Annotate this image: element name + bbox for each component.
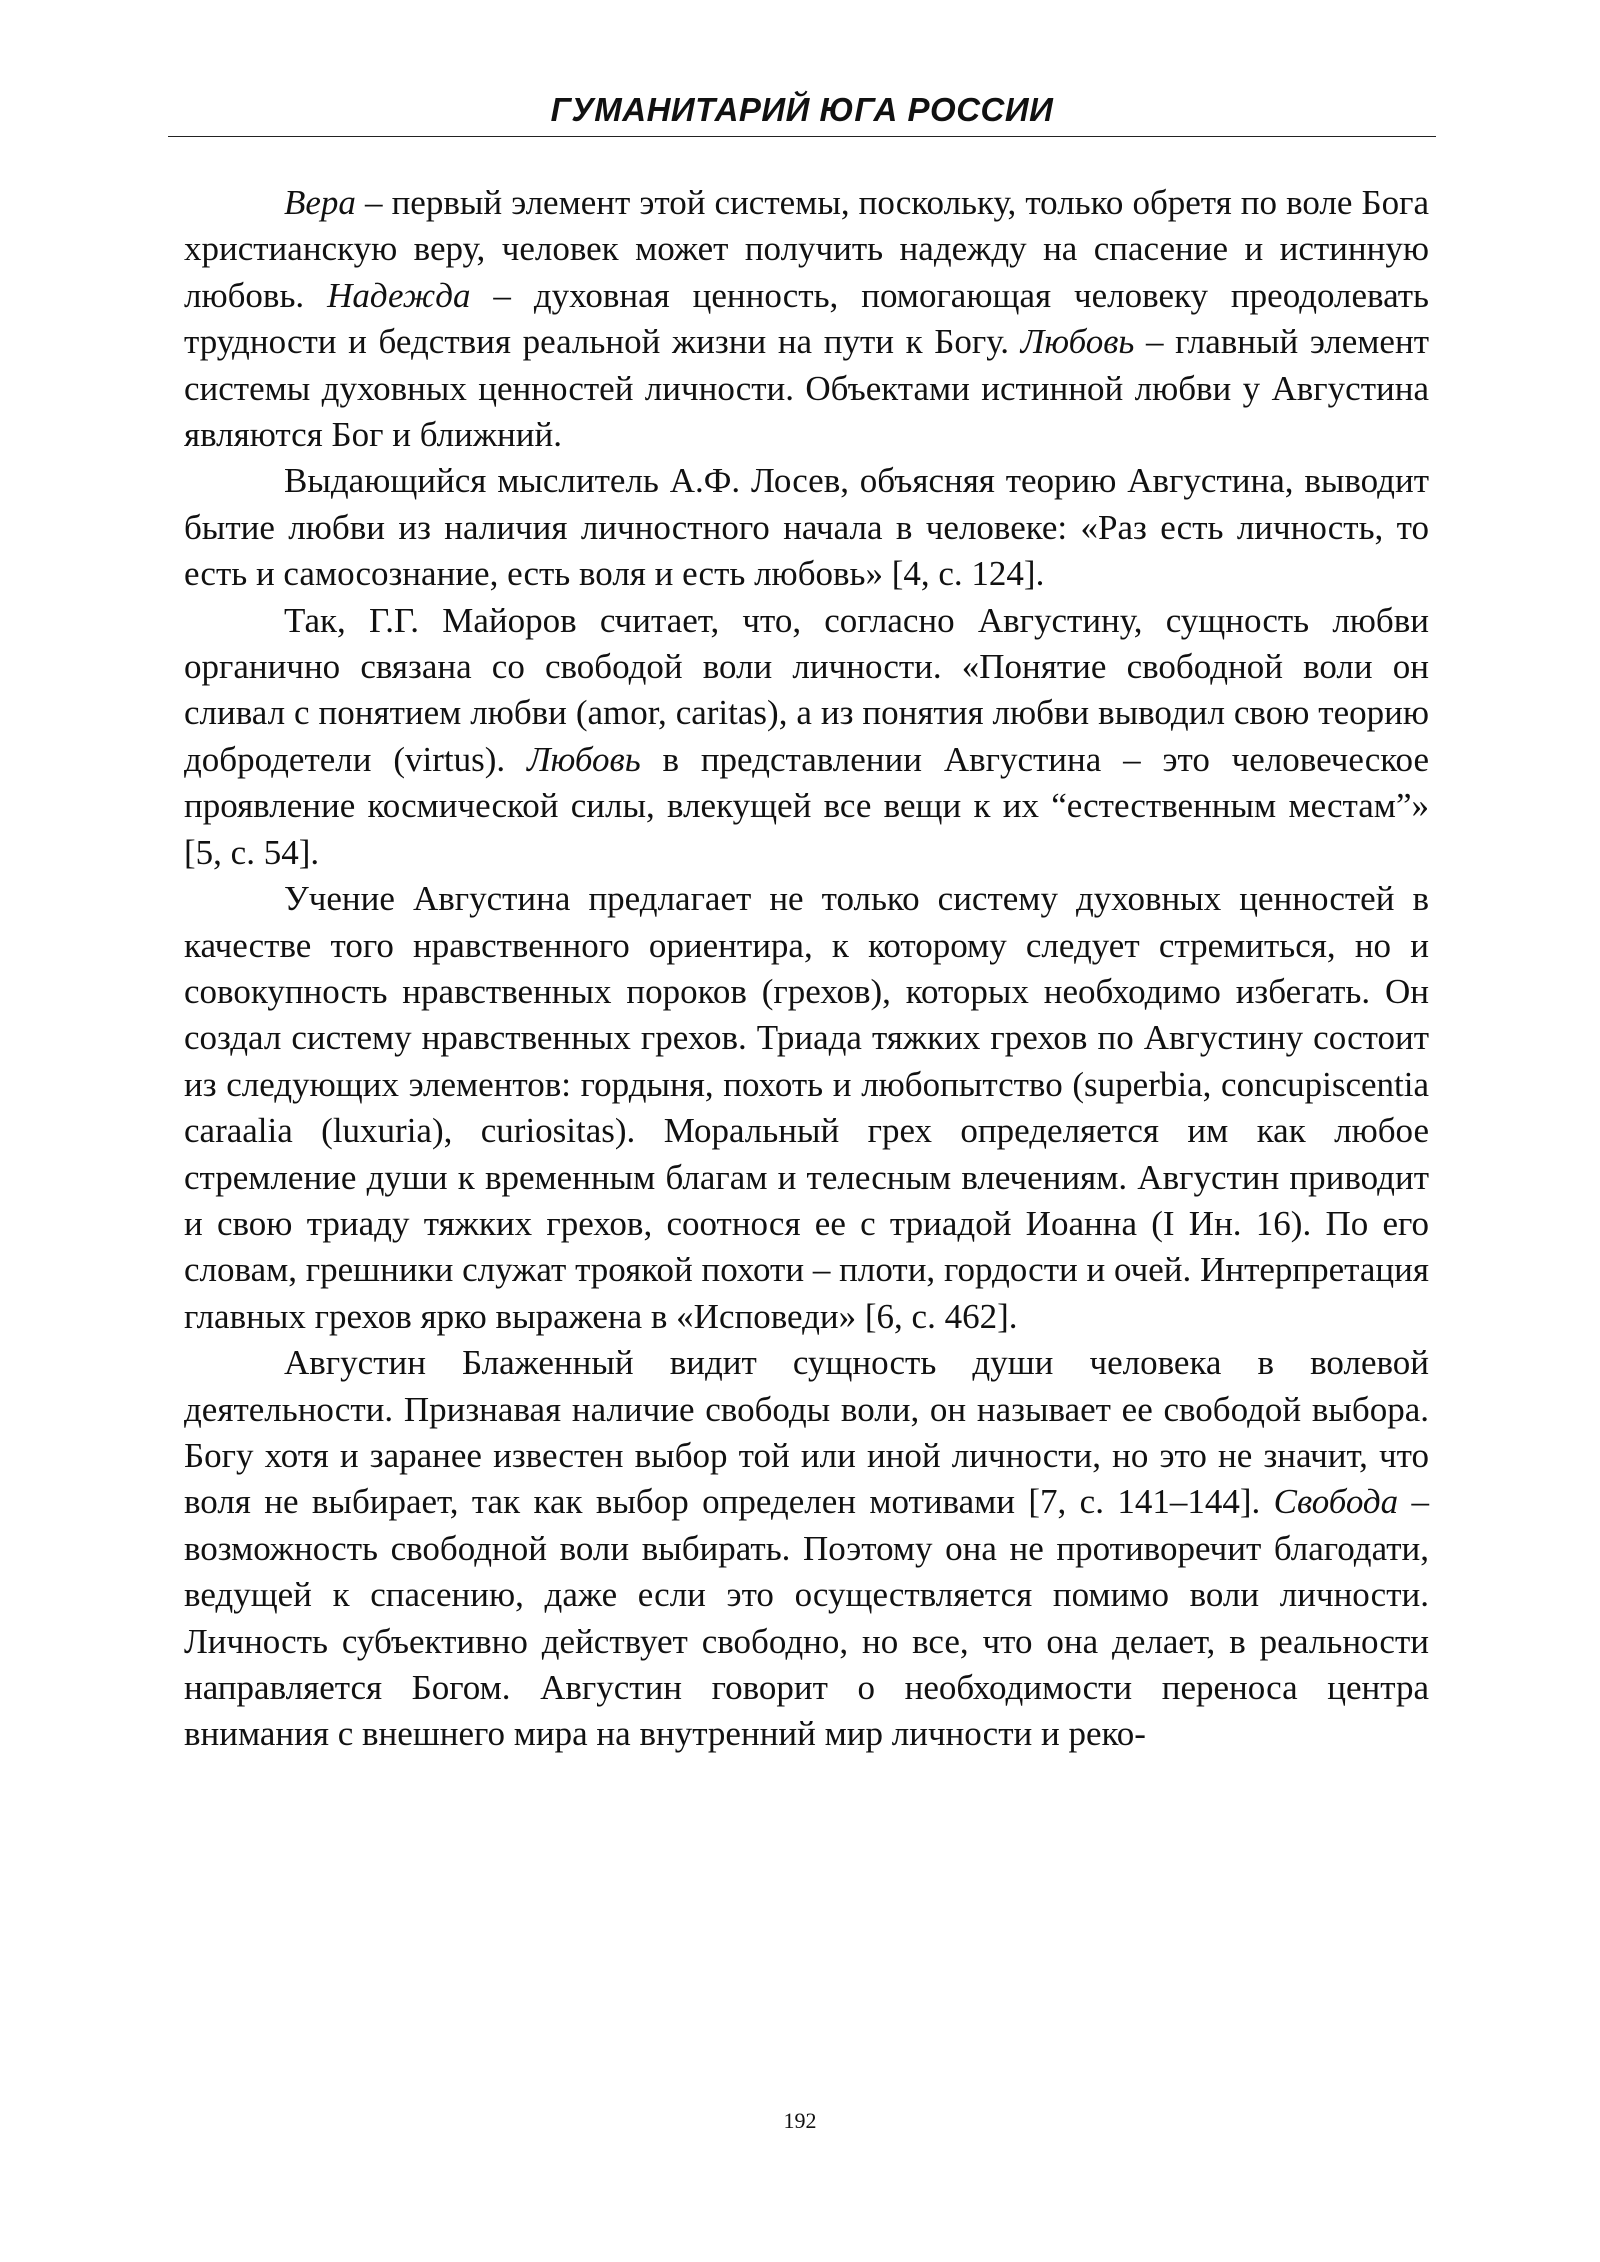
article-body [184,180,1429,1758]
header-rule [168,136,1436,137]
running-title: ГУМАНИТАРИЙ ЮГА РОССИИ [550,91,1054,128]
paragraph [184,1340,1429,1758]
text-run: в представлении Августина – это человеческое проявление космической силы, влекущей все вещи к их “естественным местам”» [5, с. 54]. [184,739,1429,872]
text-run: Так, Г.Г. Майоров считает, что, согласно Августину, сущность любви органично связана со свободой воли личности. «Понятие свободной воли он сливал с понятием любви (amor, caritas), а из понятия любви выводил свою теорию добродетели (virtus). [184,600,1429,779]
text-run: – первый элемент этой системы, поскольку, только обретя по воле Бога христианскую веру, человек может получить надежду на спасение и истинную любовь. [184,183,1429,315]
text-run: – возможность свободной воли выбирать. Поэтому она не противоречит благодати, ведущей к спасению, даже если это осуществляется помимо воли личности. Личность субъективно действует свободно, но все, что она делает, в реальности направляется Богом. Августин говорит о необходимости переноса центра внимания с внешнего мира на внутренний мир личности и реко- [184,1482,1429,1754]
text-run: – главный элемент системы духовных ценностей личности. Объектами истинной любви у Августина являются Бог и ближний. [184,322,1429,455]
paragraph [184,180,1429,458]
italic-term: Вера [284,183,356,222]
text-run: – духовная ценность, помогающая человеку преодолевать трудности и бедствия реальной жизни на пути к Богу. [184,275,1429,362]
italic-term: Любовь [1020,322,1135,362]
page-number: 192 [783,2108,817,2133]
paragraph [184,876,1429,1340]
italic-term: Свобода [1273,1482,1399,1522]
text-run: Учение Августина предлагает не только систему духовных ценностей в качестве того нравственного ориентира, к которому следует стремиться, но и совокупность нравственных пороков (грехов), которых необходимо избегать. Он создал систему нравственных грехов. Триада тяжких грехов по Августину состоит из следующих элементов: гордыня, похоть и любопытство (superbia, concupiscentia caraalia (luxuria), curiositas). Моральный грех определяется им как любое стремление души к временным благам и телесным влечениям. Августин приводит и свою триаду тяжких грехов, соотнося ее с триадой Иоанна (I Ин. 16). По его словам, грешники служат троякой похоти – плоти, гордости и очей. Интерпретация главных грехов ярко выражена в «Исповеди» [6, с. 462]. [184,879,1429,1336]
paragraph [184,598,1429,876]
text-run: Августин Блаженный видит сущность души человека в волевой деятельности. Признавая наличие свободы воли, он называет ее свободой выбора. Богу хотя и заранее известен выбор той или иной личности, но это не значит, что воля не выбирает, так как выбор определен мотивами [7, с. 141–144]. [184,1343,1429,1522]
italic-term: Надежда [327,275,471,315]
paragraph [184,458,1429,597]
italic-term: Любовь [526,739,641,779]
text-run: Выдающийся мыслитель А.Ф. Лосев, объясняя теорию Августина, выводит бытие любви из наличия личностного начала в человеке: «Раз есть личность, то есть и самосознание, есть воля и есть любовь» [4, с. 124]. [184,461,1429,594]
